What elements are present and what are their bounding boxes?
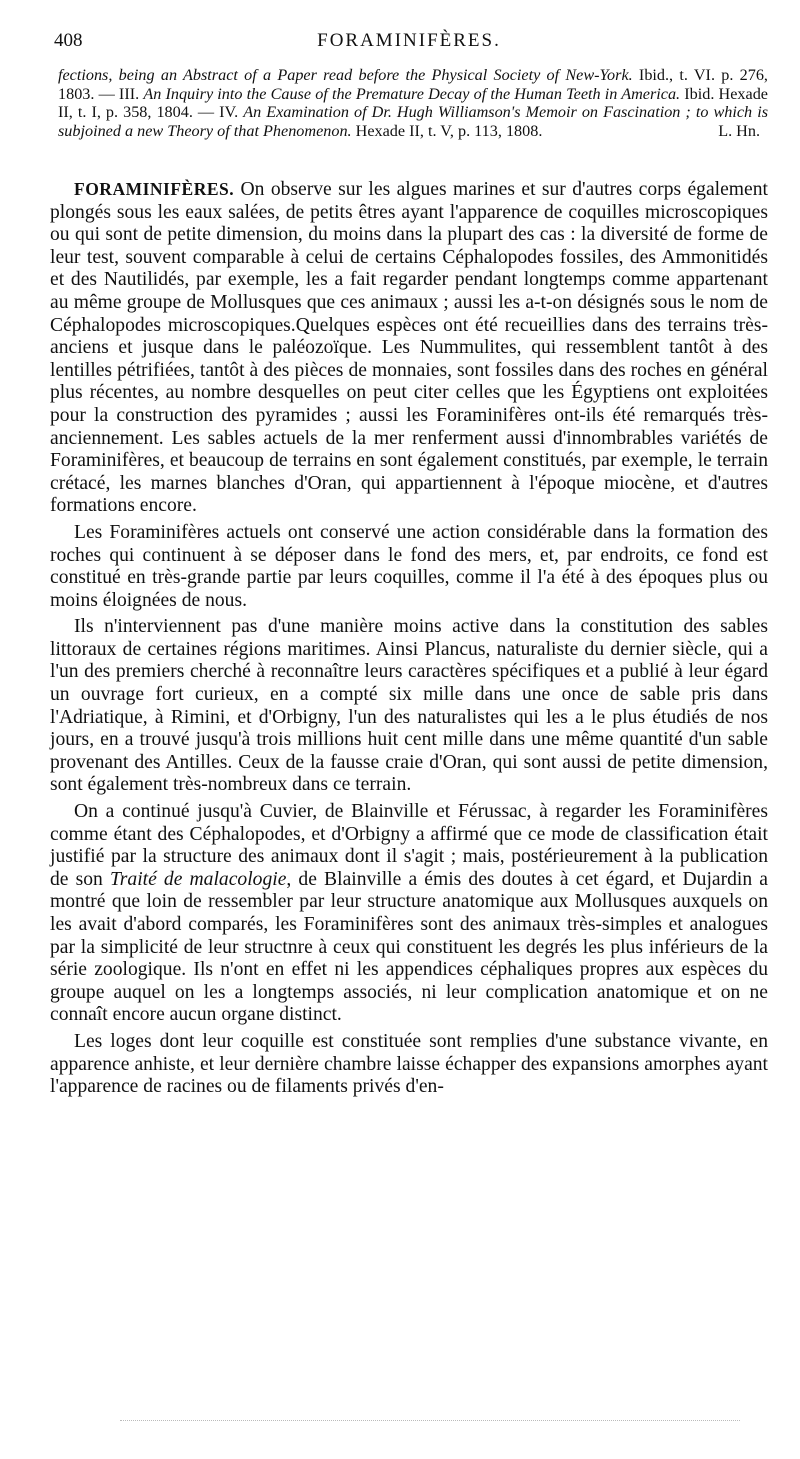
paragraph-5: Les loges dont leur coquille est constituée sont remplies d'une substance vivante, en apparence anhiste, et leur dernière chambre laisse échapper des expansions amorphes ayant l'apparence de racines ou de filaments privés d'en- (50, 1030, 768, 1098)
paragraph-4-text-b: , de Blainville a émis des doutes à cet égard, et Dujardin a montré que loin de ressembler par leur structure anatomique aux Mollusques auxquels on les avait d'abord comparés, les Foraminifères sont des animaux très-simples et analogues par la simplicité de leur structnre à ceux qui constituent les degrés les plus inférieurs de la série zoologique. Ils n'ont en effet ni les appendices céphaliques propres aux espèces du groupe auquel on les a longtemps associés, ni leur complication anatomique et on ne connaît encore aucun organe distinct. (50, 868, 768, 1026)
ref-text-2: Ibid., t. VI. p. 276, 1803. — III. (58, 66, 768, 103)
article-body (50, 178, 768, 1099)
bleed-through-mark (120, 1420, 740, 1424)
ref-text-3: An Inquiry into the Cause of the Premature Decay of the Human Teeth in America. (143, 84, 681, 103)
paragraph-2: Les Foraminifères actuels ont conservé une action considérable dans la formation des roches qui continuent à se déposer dans le fond des mers, et, par endroits, ce fond est constitué en très-grande partie par leurs coquilles, comme il l'a été à des époques plus ou moins éloignées de nous. (50, 521, 768, 611)
book-title: Traité de malacologie (109, 868, 287, 890)
author-signature: L. Hn. (718, 121, 760, 140)
paragraph-4 (50, 801, 768, 1027)
ref-text-5: An Examination of Dr. Hugh Williamson's Memoir on Fascination ; to which is subjoined a new Theory of that Phenomenon. (58, 103, 768, 140)
paragraph-4-text-a: On a continué jusqu'à Cuvier, de Blainville et Férussac, à regarder les Foraminifères comme étant des Céphalopodes, et d'Orbigny a affirmé que ce mode de classification était justifié par la structure des animaux dont il s'agit ; mais, postérieurement à la publication de son (50, 801, 768, 890)
paragraph-1 (50, 178, 768, 518)
ref-text-6: Hexade II, t. V, p. 113, 1808. (351, 121, 543, 140)
paragraph-1-text: On observe sur les algues marines et sur d'autres corps également plongés sous les eaux salées, de petits êtres ayant l'apparence de coquilles microscopiques ou qui sont de petite dimension, du moins dans la plupart des cas : la diversité de forme de leur test, souvent comparable à celui de certains Céphalopodes fossiles, des Ammonitidés et des Nautilidés, par exemple, les a fait regarder pendant longtemps comme appartenant au même groupe de Mollusques que ces animaux ; aussi les a-t-on désignés sous le nom de Céphalopodes microscopiques.Quelques espèces ont été recueillies dans des terrains très-anciens et jusque dans le paléozoïque. Les Nummulites, qui ressemblent tantôt à des lentilles pétrifiées, tantôt à des pièces de monnaies, sont fossiles dans des roches en général plus récentes, au nombre desquelles on peut citer celles que les Égyptiens ont exploitées pour la construction des pyramides ; aussi les Foraminifères ont-ils été remarqués très-anciennement. Les sables actuels de la mer renferment aussi d'innombrables variétés de Foraminifères, et beaucoup de terrains en sont également constitués, par exemple, le terrain crétacé, les marnes blanches d'Oran, qui appartiennent à l'époque miocène, et d'autres formations encore. (50, 179, 768, 517)
page-number: 408 (54, 30, 83, 51)
ref-text-4: Ibid. Hexade II, t. I, p. 358, 1804. — IV. (58, 84, 768, 121)
paragraph-3: Ils n'interviennent pas d'une manière moins active dans la constitution des sables littoraux de certaines régions maritimes. Ainsi Plancus, naturaliste du dernier siècle, qui a l'un des premiers cherché à reconnaître leurs caractères spécifiques et a publié à leur égard un ouvrage fort curieux, en a compté six mille dans une once de sable pris dans l'Adriatique, à Rimini, et d'Orbigny, l'un des naturalistes qui les a le plus étudiés de nos jours, en a trouvé jusqu'à trois millions huit cent mille dans une même quantité d'un sable provenant des Antilles. Ceux de la fausse craie d'Oran, qui sont aussi de petite dimension, sont également très-nombreux dans ce terrain. (50, 616, 768, 796)
ref-text-1: fections, being an Abstract of a Paper read before the Physical Society of New-York. (58, 66, 633, 84)
bibliography-continuation (58, 66, 768, 140)
article-headword: FORAMINIFÈRES. (74, 179, 235, 199)
page-header (50, 30, 768, 60)
running-title: FORAMINIFÈRES. (317, 30, 501, 51)
